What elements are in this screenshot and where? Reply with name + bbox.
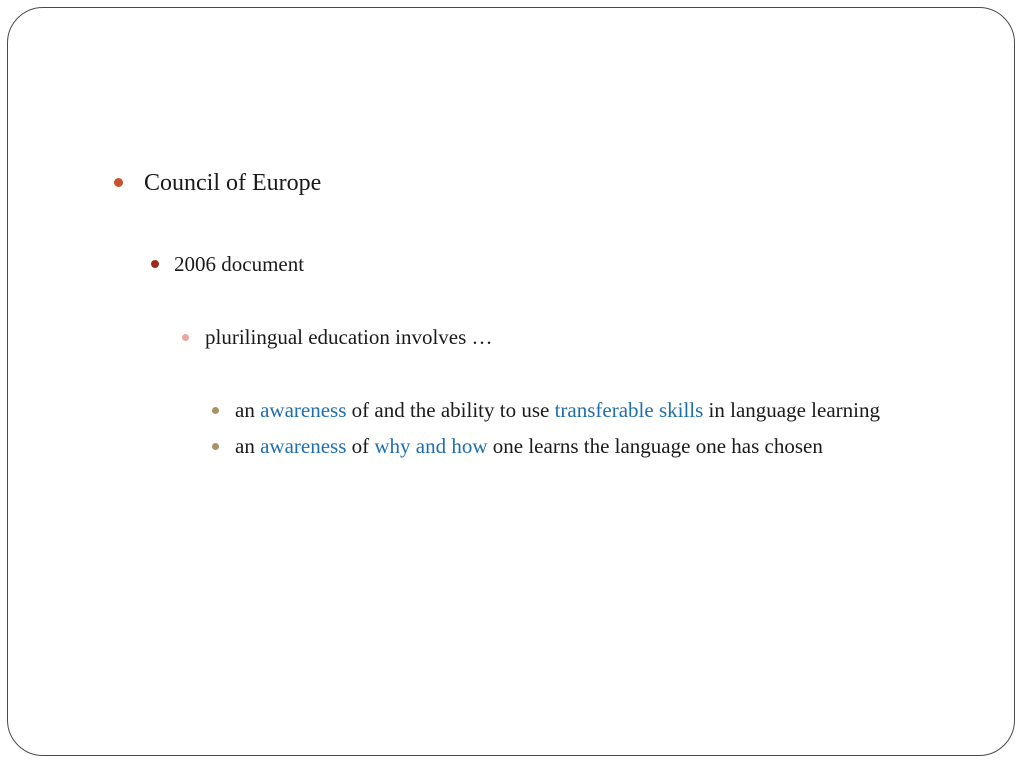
bullet-2006-document [151,252,304,277]
text-segment: an [235,434,261,458]
text-segment: an [235,398,261,422]
bullet-dot-icon [212,443,219,450]
bullet-awareness-why-and-how [212,434,823,459]
text-segment: of and the ability to use [346,398,555,422]
text-segment: in language learning [703,398,880,422]
bullet-text: plurilingual education involves … [205,325,493,349]
bullet-text: 2006 document [174,252,305,276]
bullet-awareness-transferable-skills [212,398,880,423]
bullet-dot-icon [151,260,159,268]
bullet-text: Council of Europe [144,170,322,196]
text-segment: one learns the language one has chosen [487,434,823,458]
highlight-why-and-how: why and how [374,434,488,458]
highlight-awareness: awareness [260,398,347,422]
bullet-dot-icon [114,178,123,187]
highlight-transferable-skills: transferable skills [554,398,704,422]
text-segment: of [346,434,375,458]
bullet-plurilingual-education [182,325,493,350]
bullet-council-of-europe [114,170,321,197]
highlight-awareness: awareness [260,434,347,458]
slide-frame [7,7,1015,756]
bullet-text [235,434,823,459]
bullet-dot-icon [182,334,189,341]
bullet-text [235,398,880,423]
bullet-dot-icon [212,407,219,414]
